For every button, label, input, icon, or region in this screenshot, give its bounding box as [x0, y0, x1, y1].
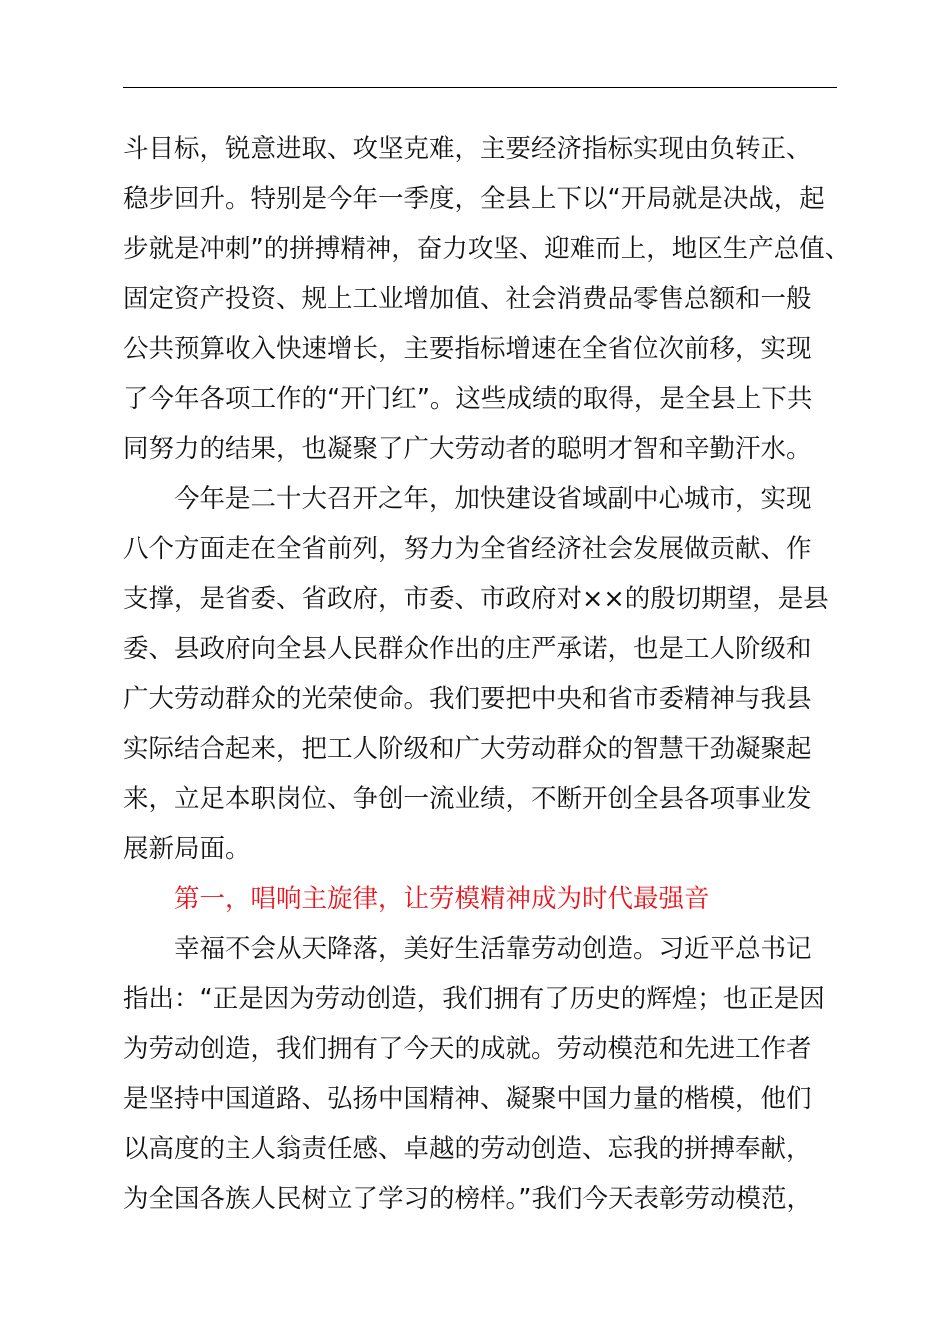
paragraph-2-line-4: 委、县政府向全县人民群众作出的庄严承诺，也是工人阶级和 — [123, 634, 812, 664]
paragraph-2-line-2: 八个方面走在全省前列，努力为全省经济社会发展做贡献、作 — [123, 534, 812, 564]
paragraph-1-line-6: 了今年各项工作的“开门红”。这些成绩的取得，是全县上下共 — [123, 384, 813, 414]
paragraph-2-line-8: 展新局面。 — [123, 834, 251, 864]
paragraph-3-line-6: 为全国各族人民树立了学习的榜样。”我们今天表彰劳动模范， — [123, 1184, 812, 1214]
paragraph-3-line-4: 是坚持中国道路、弘扬中国精神、凝聚中国力量的楷模，他们 — [123, 1084, 812, 1114]
paragraph-1-line-7: 同努力的结果，也凝聚了广大劳动者的聪明才智和辛勤汗水。 — [123, 434, 812, 464]
section-heading: 第一，唱响主旋律，让劳模精神成为时代最强音 — [174, 884, 710, 914]
paragraph-2-line-1: 今年是二十大召开之年，加快建设省域副中心城市，实现 — [174, 484, 812, 514]
document-body — [123, 124, 851, 1224]
paragraph-1-line-4: 固定资产投资、规上工业增加值、社会消费品零售总额和一般 — [123, 284, 812, 314]
header-rule — [123, 87, 837, 88]
paragraph-1-line-1: 斗目标，锐意进取、攻坚克难，主要经济指标实现由负转正、 — [123, 134, 812, 164]
paragraph-3-line-2: 指出：“正是因为劳动创造，我们拥有了历史的辉煌；也正是因 — [123, 984, 825, 1014]
paragraph-2-line-3: 支撑，是省委、省政府，市委、市政府对××的殷切期望，是县 — [123, 584, 829, 614]
paragraph-1-line-3: 步就是冲刺”的拼搏精神，奋力攻坚、迎难而上，地区生产总值、 — [123, 234, 851, 264]
paragraph-3-line-3: 为劳动创造，我们拥有了今天的成就。劳动模范和先进工作者 — [123, 1034, 812, 1064]
paragraph-1-line-2: 稳步回升。特别是今年一季度，全县上下以“开局就是决战，起 — [123, 184, 825, 214]
paragraph-2-line-5: 广大劳动群众的光荣使命。我们要把中央和省市委精神与我县 — [123, 684, 812, 714]
paragraph-1-line-5: 公共预算收入快速增长，主要指标增速在全省位次前移，实现 — [123, 334, 812, 364]
paragraph-3-line-1: 幸福不会从天降落，美好生活靠劳动创造。习近平总书记 — [174, 934, 812, 964]
paragraph-3-line-5: 以高度的主人翁责任感、卓越的劳动创造、忘我的拼搏奉献， — [123, 1134, 812, 1164]
paragraph-2-line-6: 实际结合起来，把工人阶级和广大劳动群众的智慧干劲凝聚起 — [123, 734, 812, 764]
paragraph-2-line-7: 来，立足本职岗位、争创一流业绩，不断开创全县各项事业发 — [123, 784, 812, 814]
